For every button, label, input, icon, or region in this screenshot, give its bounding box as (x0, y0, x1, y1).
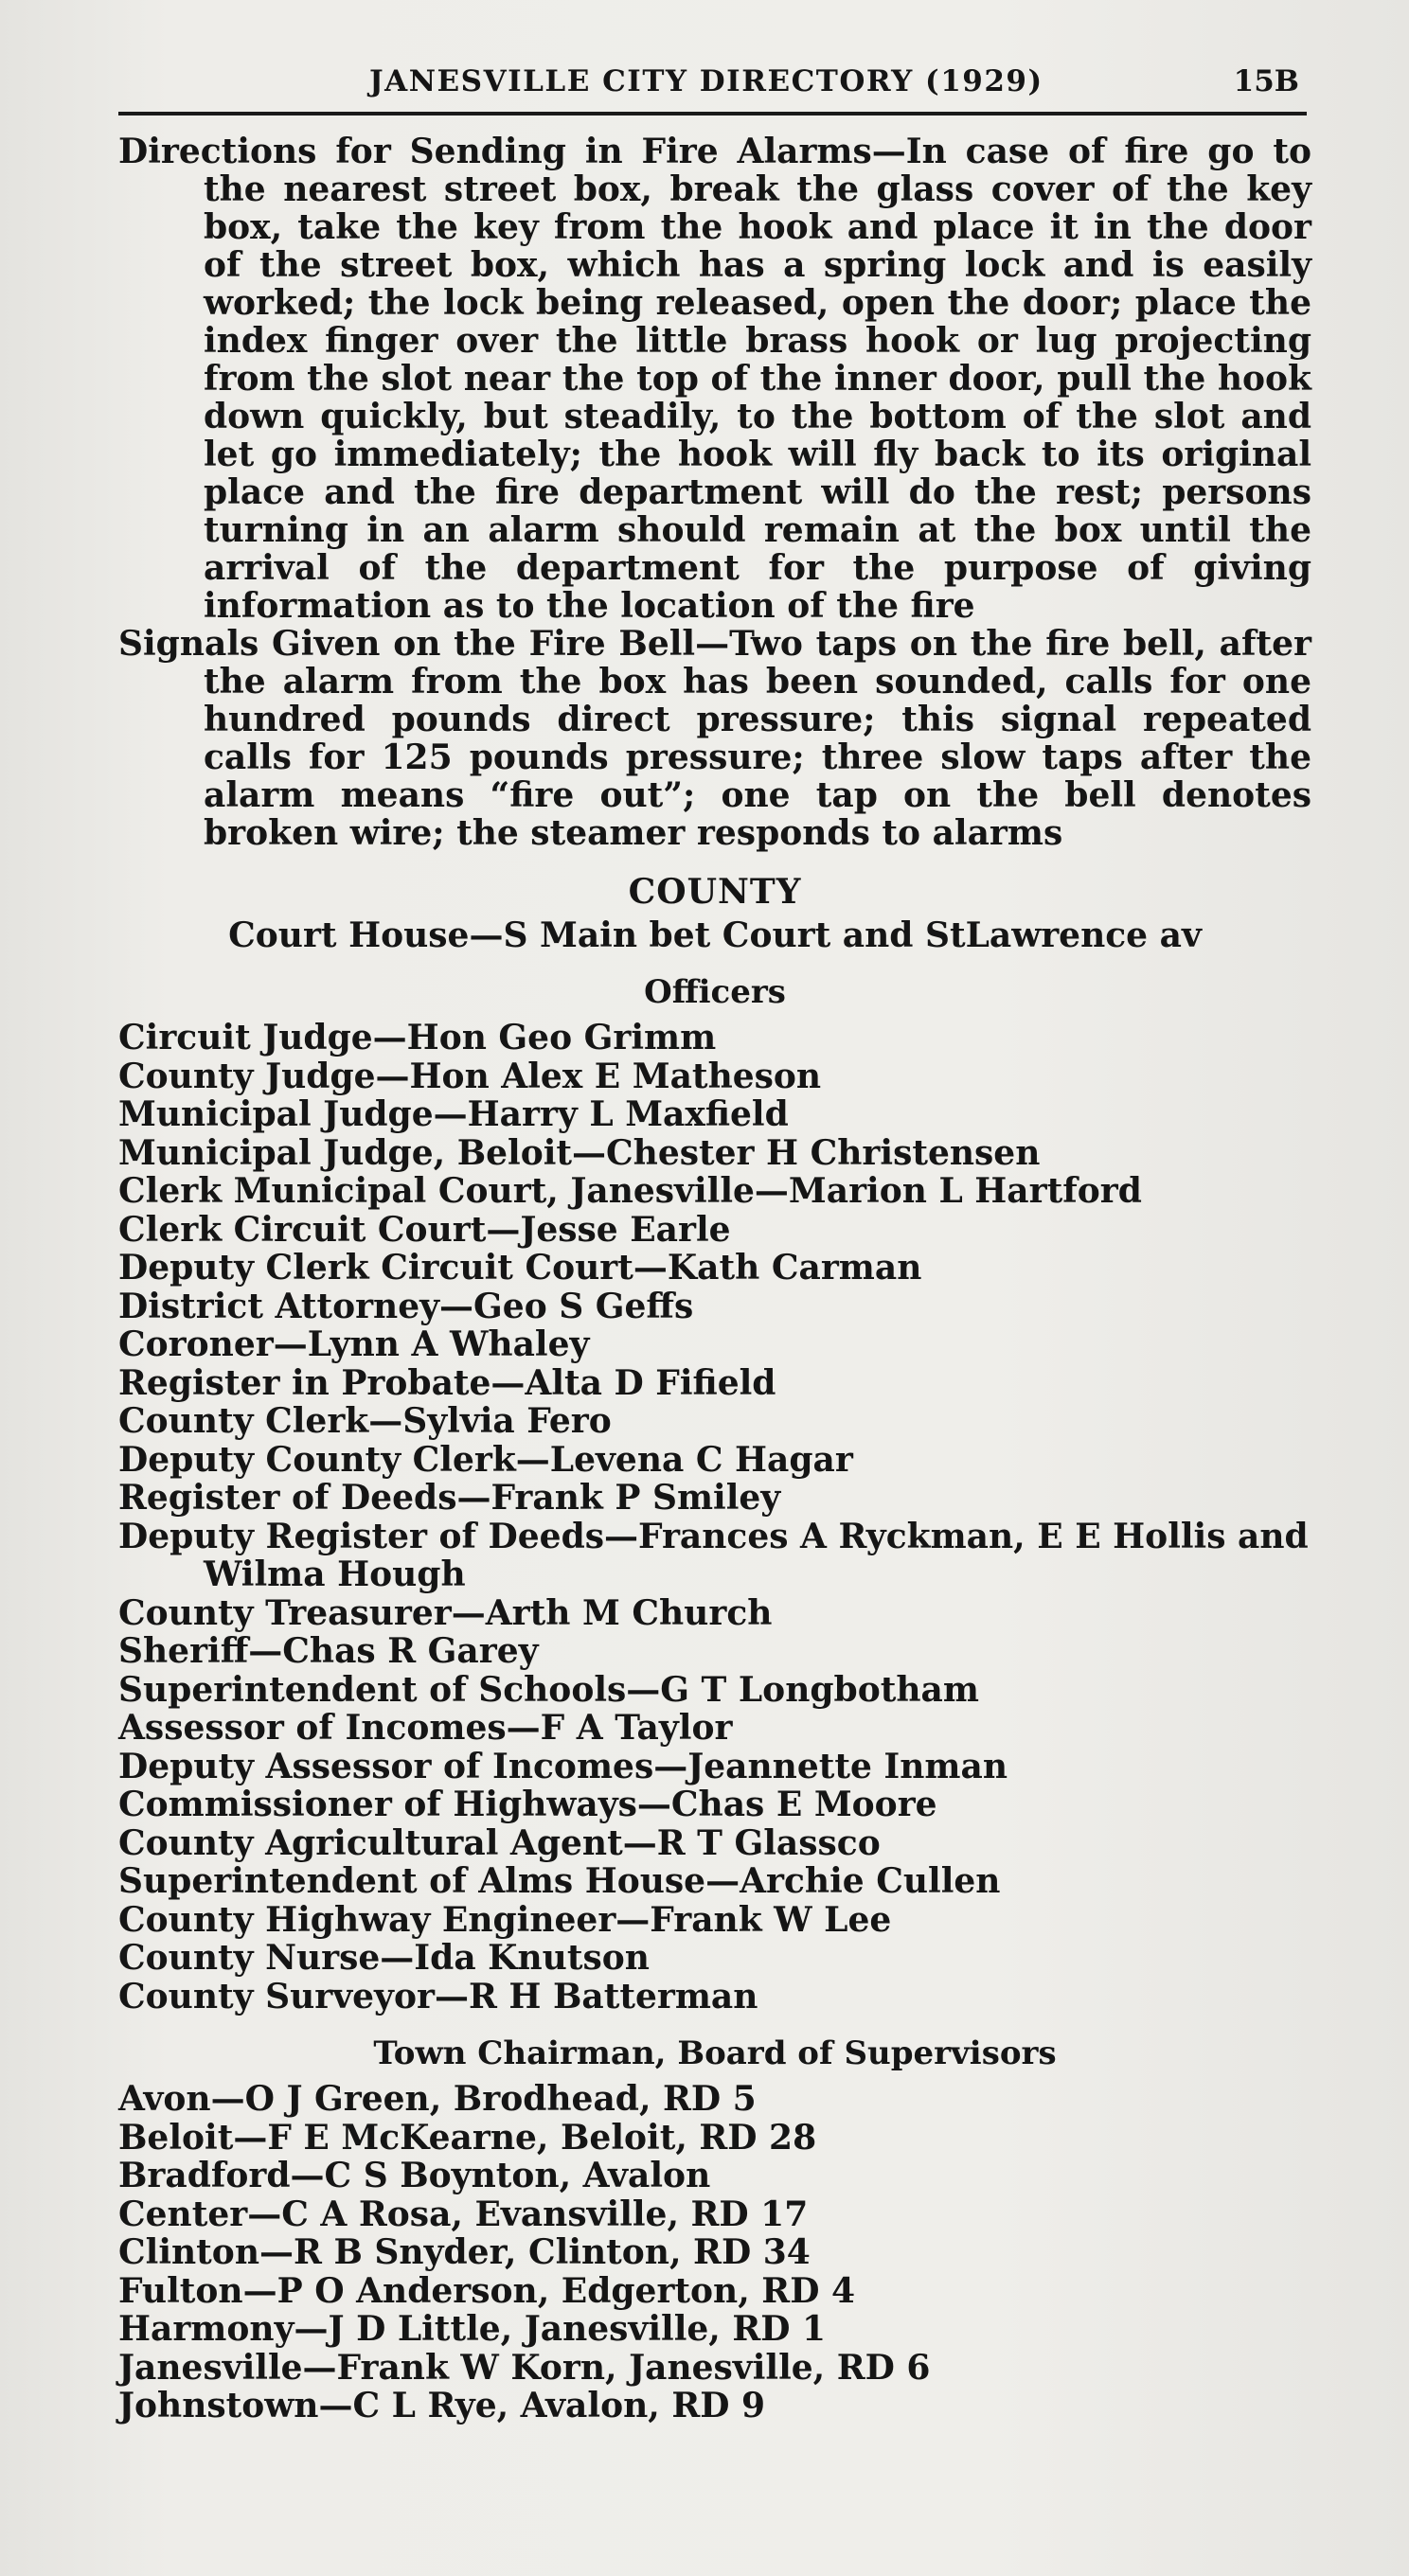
list-item: Deputy Clerk Circuit Court—Kath Carman (118, 1248, 922, 1288)
list-item: Municipal Judge—Harry L Maxfield (118, 1094, 789, 1134)
officers-list (118, 1019, 1311, 2016)
list-item: Commissioner of Highways—Chas E Moore (118, 1785, 937, 1824)
list-item: County Treasurer—Arth M Church (118, 1592, 773, 1633)
list-item: Coroner—Lynn A Whaley (118, 1324, 590, 1364)
list-item: Johnstown—C L Rye, Avalon, RD 9 (118, 2386, 766, 2425)
page-number: 15B (1233, 64, 1299, 98)
list-item: Deputy County Clerk—Levena C Hagar (118, 1439, 853, 1480)
list-item: Register of Deeds—Frank P Smiley (118, 1478, 781, 1518)
fire-alarm-directions: Directions for Sending in Fire Alarms—In case of fire go to the nearest street box, break the glass cover of the key box, take the key from the hook and place it in the door of the street box, which has a spring lock and is easily worked; the lock being released, open the door; place the index finger over the little brass hook or lug projecting from the slot near the top of the inner door, pull the hook down quickly, but steadily, to the bottom of the slot and let go immediately; the hook will fly back to its original place and the fire department will do the rest; persons turning in an alarm should remain at the box until the arrival of the department for the purpose of giving information as to the location of the fire (118, 132, 1311, 626)
list-item: Center—C A Rosa, Evansville, RD 17 (118, 2194, 809, 2234)
fire-bell-signals: Signals Given on the Fire Bell—Two taps on the fire bell, after the alarm from the box has been sounded, calls for one hundred pounds direct pressure; this signal repeated calls for 125 pounds pressure; three slow taps after the alarm means “fire out”; one tap on the bell denotes broken wire; the steamer responds to alarms (118, 624, 1311, 853)
list-item: County Nurse—Ida Knutson (118, 1938, 650, 1978)
list-item: Deputy Assessor of Incomes—Jeannette Inman (118, 1746, 1008, 1786)
list-item: Register in Probate—Alta D Fifield (118, 1362, 776, 1403)
list-item: District Attorney—Geo S Geffs (118, 1286, 694, 1326)
officers-heading: Officers (644, 973, 786, 1011)
list-item: Janesville—Frank W Korn, Janesville, RD 6 (118, 2347, 931, 2388)
running-title: JANESVILLE CITY DIRECTORY (1929) (369, 64, 1043, 98)
list-item: Avon—O J Green, Brodhead, RD 5 (118, 2079, 757, 2119)
county-heading: COUNTY (628, 872, 802, 912)
list-item: Circuit Judge—Hon Geo Grimm (118, 1018, 717, 1057)
list-item: Superintendent of Alms House—Archie Cullen (118, 1861, 1001, 1901)
court-house-address: Court House—S Main bet Court and StLawrence av (228, 915, 1202, 955)
list-item: Deputy Register of Deeds—Frances A Ryckman, E E Hollis and Wilma Hough (118, 1516, 1309, 1594)
list-item: Municipal Judge, Beloit—Chester H Christensen (118, 1132, 1041, 1173)
supervisors-list (118, 2080, 1311, 2425)
list-item: Assessor of Incomes—F A Taylor (118, 1708, 733, 1748)
list-item: Clerk Municipal Court, Janesville—Marion L Hartford (118, 1171, 1142, 1211)
list-item: Superintendent of Schools—G T Longbotham (118, 1669, 979, 1710)
list-item: County Clerk—Sylvia Fero (118, 1401, 612, 1441)
list-item: County Highway Engineer—Frank W Lee (118, 1899, 892, 1940)
list-item: County Surveyor—R H Batterman (118, 1976, 758, 2016)
list-item: Beloit—F E McKearne, Beloit, RD 28 (118, 2117, 817, 2158)
list-item: Harmony—J D Little, Janesville, RD 1 (118, 2309, 827, 2349)
page-header (118, 59, 1307, 115)
list-item: Fulton—P O Anderson, Edgerton, RD 4 (118, 2270, 856, 2311)
list-item: Sheriff—Chas R Garey (118, 1631, 539, 1671)
list-item: County Agricultural Agent—R T Glassco (118, 1822, 881, 1863)
page-content (118, 133, 1311, 2425)
list-item: County Judge—Hon Alex E Matheson (118, 1056, 822, 1096)
list-item: Clerk Circuit Court—Jesse Earle (118, 1209, 731, 1250)
list-item: Bradford—C S Boynton, Avalon (118, 2156, 711, 2195)
supervisors-heading: Town Chairman, Board of Supervisors (373, 2034, 1057, 2072)
list-item: Clinton—R B Snyder, Clinton, RD 34 (118, 2232, 811, 2272)
